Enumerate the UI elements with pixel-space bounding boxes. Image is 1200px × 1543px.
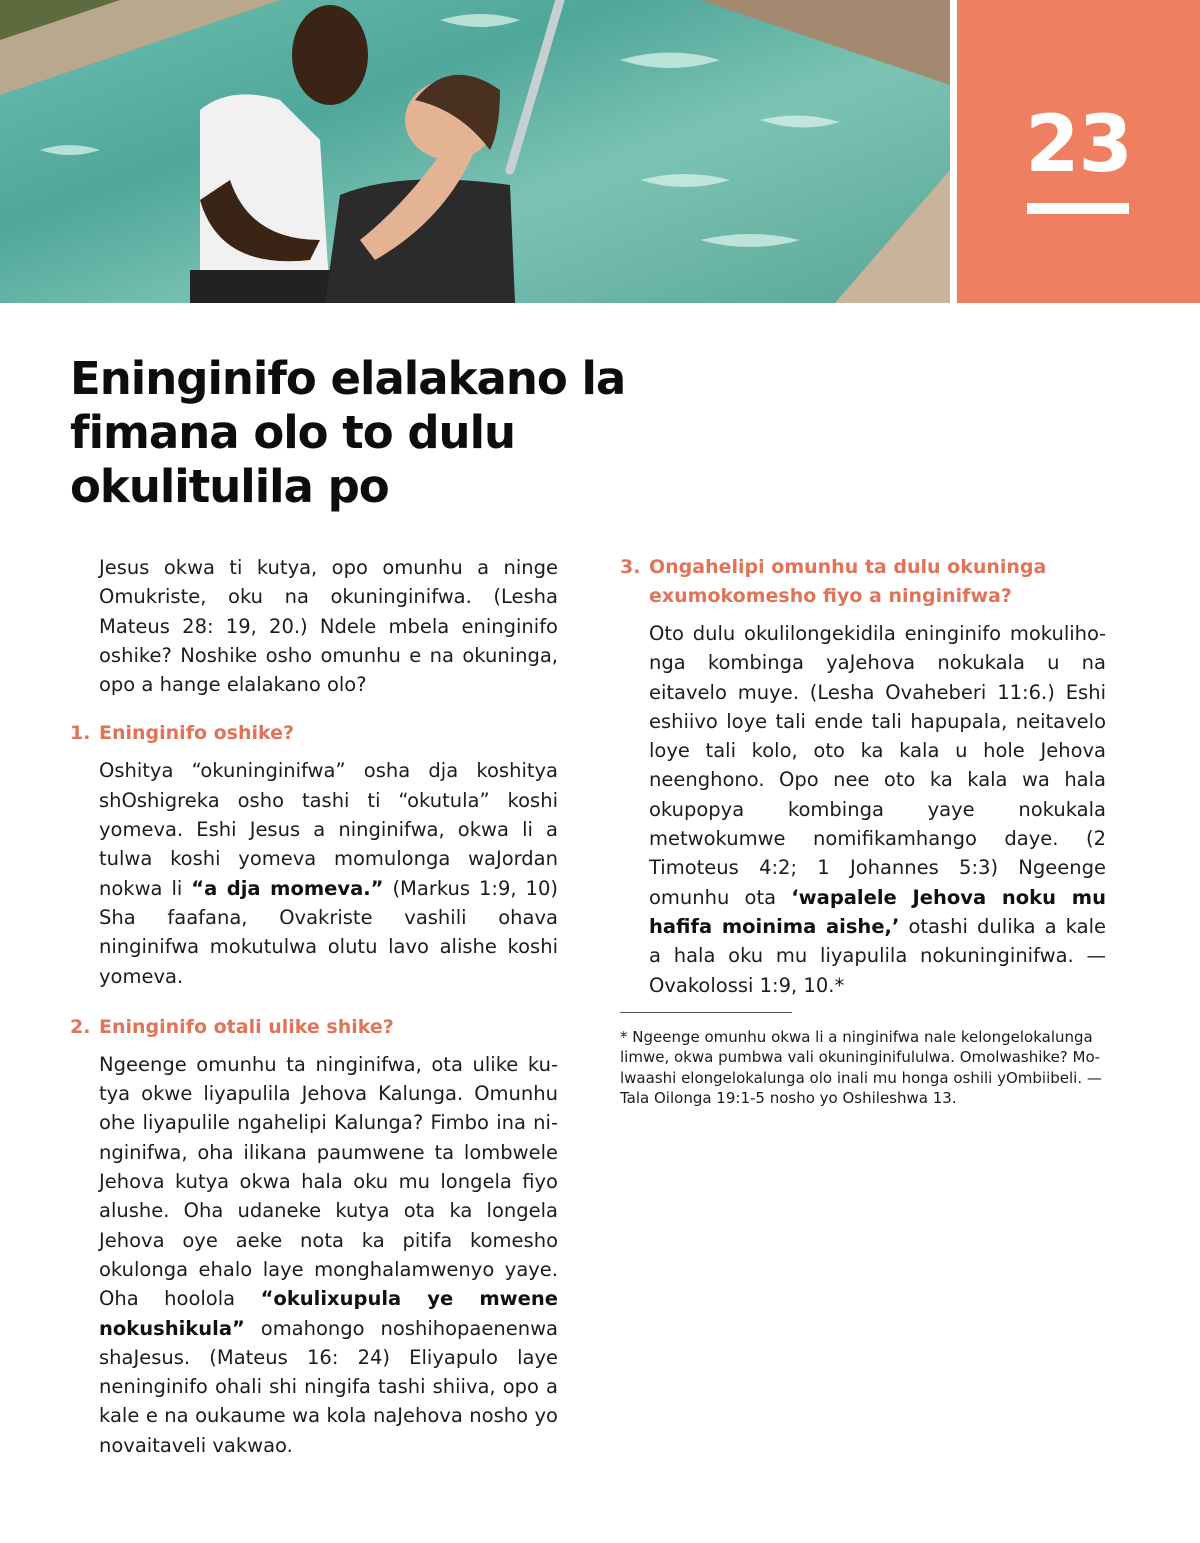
page-title: Eninginifo elalakano la fimana olo to dulu okulitulila po — [70, 352, 626, 513]
footnote-divider — [620, 1012, 792, 1013]
footnote: * Ngeenge omunhu okwa li a ninginifwa nale kelongelokalunga limwe, okwa pumbwa vali okuninginifululwa. Omolwashike? Molwaashi elongelokalunga olo inali mu honga oshili yOmbiibeli. — Tala Oilonga 19:1-5 nosho yo Oshileshwa 13. — [620, 1027, 1102, 1108]
question-text: Eninginifo otali ulike shike? — [99, 1015, 394, 1038]
question-heading-2 — [70, 1013, 558, 1042]
answer-paragraph-2 — [99, 1050, 558, 1460]
answer-text: otashi dulika a kale a hala oku mu liyapulila nokuninginifwa. — Ovakolossi 1:9, 10.* — [649, 914, 1106, 997]
woman-figure — [325, 75, 515, 303]
question-number: 3. — [620, 556, 641, 578]
answer-text: Oto dulu okulilongekidila eninginifo mokulihonga kombinga yaJehova nokukala u na eitavelo muye. (Lesha Ovaheberi 11:6.) Eshi eshiivo loye tali ende tali hapupala, neitavelo loye tali kolo, oto ka kala u hole Jehova neenghono. Opo nee oto ka kala wa hala okupopya kombinga yaye nokukala metwokumwe nomifikamhango daye. (2 Timoteus 4:2; 1 Johannes 5:3) Ngeenge omunhu ota — [649, 622, 1106, 909]
pool-railing — [510, 0, 560, 170]
question-number: 2. — [70, 1015, 91, 1038]
answer-text: (Markus 1:9, 10) Sha faafana, Ovakriste vashili ohava ninginifwa mokutulwa olutu lavo alishe koshi yomeva. — [99, 876, 558, 988]
lesson-number-underline — [1027, 203, 1129, 214]
question-number: 1. — [70, 722, 91, 745]
answer-text: omahongo noshihopaenenwa shaJesus. (Mateus 16: 24) Eliyapulo laye neninginifo ohali shi ningifa tashi shiiva, opo a kale e na oukaume wa kola naJehova nosho yo novaitaveli vakwao. — [99, 1316, 558, 1457]
lesson-number: 23 — [1025, 100, 1132, 190]
intro-paragraph: Jesus okwa ti kutya, opo omunhu a ninge Omukriste, oku na okuninginifwa. (Lesha Mateus 28: 19, 20.) Ndele mbela eninginifo oshike? Noshike osho omunhu e na okuninga, opo a hange elalakano olo? — [99, 556, 558, 697]
pool-step — [835, 170, 950, 303]
lesson-number-badge — [957, 0, 1200, 303]
question-text: Ongahelipi omunhu ta dulu okuninga exumokomesho fiyo a ninginifwa? — [649, 556, 1047, 607]
answer-text: Ngeenge omunhu ta ninginifwa, ota ulike kutya okwe liyapulila Jehova Kalunga. Omunhu ohe liyapulile ngahelipi Kalunga? Fimbo ina ninginifwa, oha ilikana paumwene ta lombwele Jehova kutya okwa hala oku mu longela fiyo alushe. Oha udaneke kutya ota ka longela Jehova oye aeke nota ka pitifa komesho okulonga ehalo laye monghalamwenyo yaye. Oha hoolola — [99, 1052, 558, 1311]
left-column — [70, 553, 558, 1460]
right-column — [620, 553, 1106, 1109]
question-heading-3 — [620, 553, 1106, 611]
question-heading-1 — [70, 719, 558, 748]
pool-edge-right — [700, 0, 950, 85]
answer-emphasis: “a dja momeva.” — [191, 876, 384, 900]
answer-text: Oshitya “okuninginifwa” osha dja koshitya shOshigreka osho tashi ti “okutula” koshi yomeva. Eshi Jesus a ninginifwa, okwa li a tulwa koshi yomeva momulonga waJordan nokwa li — [99, 759, 558, 900]
answer-paragraph-1 — [99, 756, 558, 990]
question-text: Eninginifo oshike? — [99, 722, 295, 745]
baptism-photo-illustration — [0, 0, 950, 303]
answer-emphasis: ‘wapalele Jehova noku mu hafifa moinima aishe,’ — [649, 885, 1106, 938]
header-photo — [0, 0, 950, 303]
answer-paragraph-3 — [649, 619, 1106, 1000]
answer-emphasis: “okulixupula ye mwene nokushikula” — [99, 1287, 558, 1340]
